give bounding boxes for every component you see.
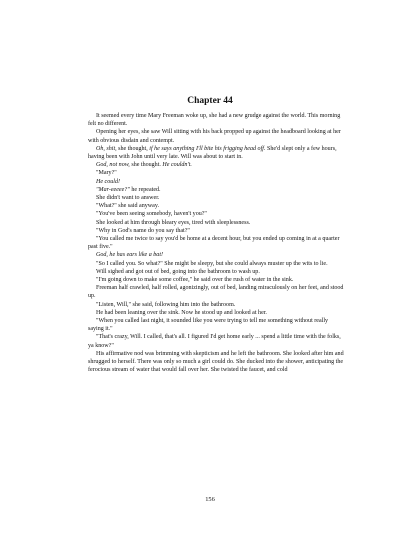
paragraph: "You've been seeing somebody, haven't you?" bbox=[96, 211, 207, 218]
paragraph: "That's crazy, Will. I called, that's all. I figured I'd get home early ... spend a little time with the folks, ya know?" bbox=[88, 334, 341, 349]
text-span: she thought. bbox=[129, 162, 163, 169]
paragraph bbox=[88, 161, 344, 169]
page-number: 156 bbox=[205, 496, 215, 503]
paragraph: God, he has ears like a bat! bbox=[96, 252, 164, 259]
paragraph bbox=[88, 145, 344, 161]
paragraph: She didn't want to answer. bbox=[96, 195, 160, 202]
text-span: She'd slept only a few hours, having been with John until very late. Will was about to start in. bbox=[88, 145, 337, 161]
text-span: she thought, bbox=[116, 145, 150, 152]
paragraph: "I'm going down to make some coffee," he said over the rush of water in the sink. bbox=[96, 277, 294, 284]
paragraph: Freeman half crawled, half rolled, agonizingly, out of bed, landing miraculously on her feet, and stood up. bbox=[88, 285, 344, 300]
italic-text-span: Oh, shit, bbox=[96, 145, 117, 152]
paragraph: He had been leaning over the sink. Now he stood up and looked at her. bbox=[96, 309, 267, 316]
paragraph: He could! bbox=[96, 178, 121, 185]
paragraph: It seemed every time Mary Freeman woke up, she had a new grudge against the world. This morning felt no different. bbox=[88, 113, 341, 128]
paragraph: Will sighed and got out of bed, going into the bathroom to wash up. bbox=[96, 268, 260, 275]
chapter-title: Chapter 44 bbox=[187, 96, 233, 106]
italic-text-span: God, not now, bbox=[96, 162, 130, 169]
paragraph: Opening her eyes, she saw Will sitting with his back propped up against the headboard looking at her with obvious disdain and contempt. bbox=[88, 129, 341, 144]
italic-text-span: He couldn't. bbox=[162, 162, 192, 169]
paragraph bbox=[88, 186, 344, 194]
paragraph: "What?" she said anyway. bbox=[96, 203, 159, 210]
paragraph: His affirmative nod was brimming with skepticism and he left the bathroom. She looked after him and shrugged to herself. There was only so much a girl could do. She ducked into the shower, anticipating the ferocious stream of water that would fall over her. She twisted the faucet, and cold bbox=[88, 350, 344, 374]
paragraph: "So I called you. So what?" She might be sleepy, but she could always muster up the wits to lie. bbox=[96, 260, 328, 267]
paragraph: "Why in God's name do you say that?" bbox=[96, 227, 190, 234]
paragraph: She looked at him through bleary eyes, tired with sleeplessness. bbox=[96, 219, 251, 226]
chapter-body bbox=[88, 112, 344, 375]
paragraph: "When you called last night, it sounded like you were trying to tell me something without really saying it." bbox=[88, 318, 329, 333]
italic-text-span: "Mar-eeeee?" bbox=[96, 186, 130, 193]
paragraph: "Mary?" bbox=[96, 170, 117, 177]
paragraph: "Listen, Will," she said, following him into the bathroom. bbox=[96, 301, 236, 308]
text-span: he repeated. bbox=[129, 186, 161, 193]
italic-text-span: if he says anything I'll bite his frigging head off. bbox=[149, 145, 266, 152]
paragraph: "You called me twice to say you'd be home at a decent hour, but you ended up coming in at a quarter past five." bbox=[88, 236, 340, 251]
